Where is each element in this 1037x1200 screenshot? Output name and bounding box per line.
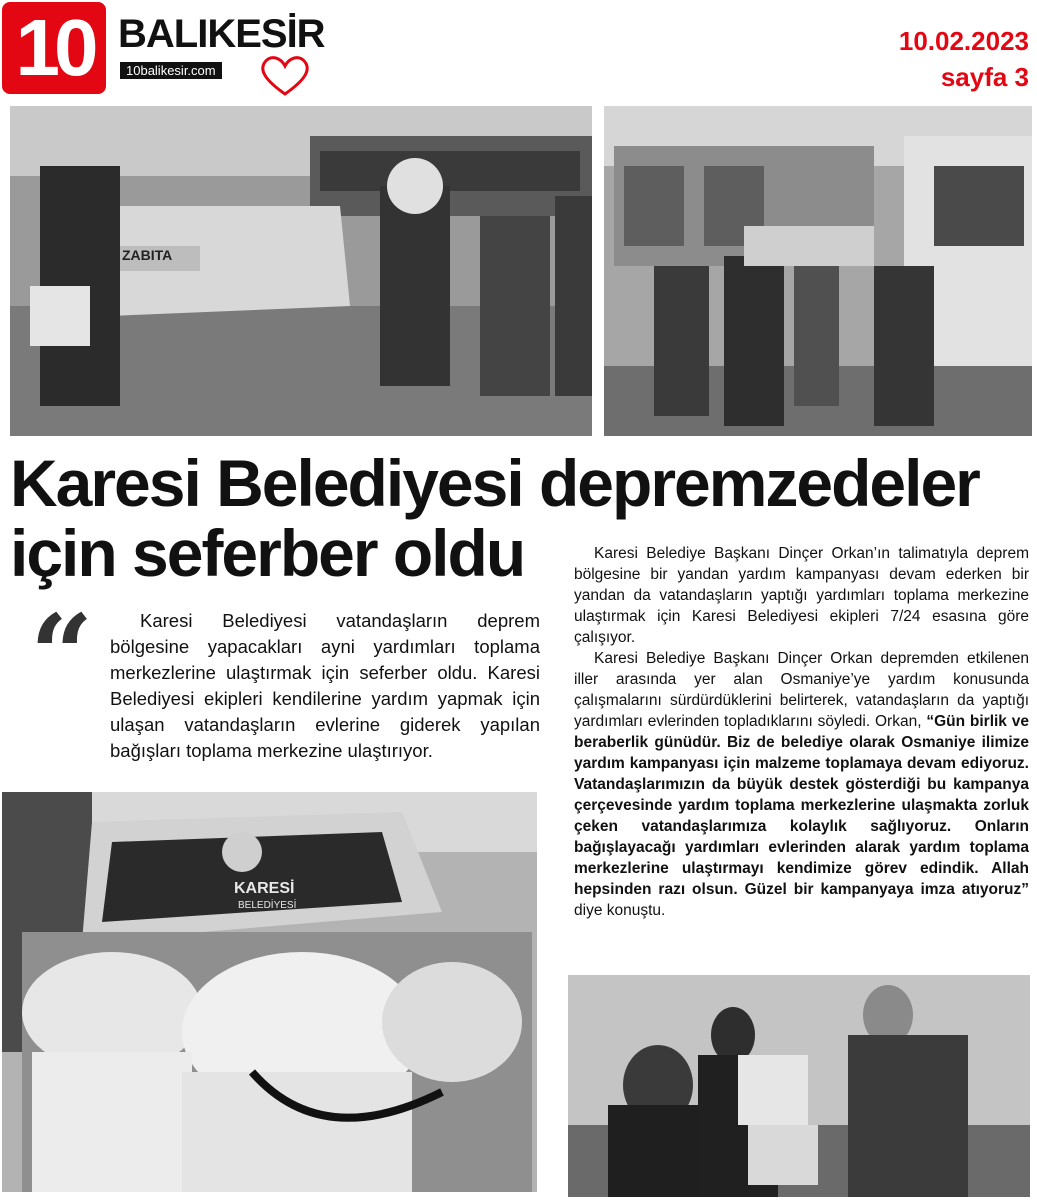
- vehicle-logo-sub: BELEDİYESİ: [238, 900, 297, 911]
- truck-label: ZABITA: [122, 247, 173, 263]
- logo-url: 10balikesir.com: [120, 62, 222, 79]
- article-lead: Karesi Belediyesi vatandaşların deprem bölgesine yapacakları ayni yardımları toplama merkezlerine ulaştırmak için seferber oldu. Karesi Belediyesi ekipleri kendilerine yardım yapmak için ulaşan vatandaşların evlerine giderek yapılan bağışları toplama merkezine ulaştırıyor.: [110, 610, 540, 761]
- vehicle-logo: KARESİ: [234, 880, 295, 897]
- paragraph-1: Karesi Belediye Başkanı Dinçer Orkan’ın talimatıyla deprem bölgesine bir yandan yardım kampanyası devam ederken bir yandan da vatandaşların yaptığı yardımları toplama merkezine ulaştırmak için Karesi Belediyesi ekipleri 7/24 esasına göre çalışıyor.: [574, 545, 1029, 646]
- page-number: sayfa 3: [940, 62, 1029, 92]
- article-body: [574, 543, 1029, 921]
- logo-name: BALIKESİR: [118, 12, 325, 56]
- paragraph-2-intro: Karesi Belediye Başkanı Dinçer Orkan depremden etkilenen iller arasında yer alan Osmaniye’ye yardım konusunda çalışmalarını sürdürdüklerini belirterek, vatandaşların da yaptığı yardımları evlerinden topladıklarını söyledi. Orkan,: [574, 650, 1029, 730]
- photo-truck-bed-donations: [2, 792, 537, 1192]
- paragraph-2: [574, 648, 1029, 921]
- photo-aid-crowd: [604, 106, 1032, 436]
- masthead: [0, 0, 1037, 104]
- headline-line-1: Karesi Belediyesi depremzedeler: [10, 446, 979, 520]
- logo-number: 10: [2, 2, 106, 94]
- photo-municipal-truck: [10, 106, 592, 436]
- quote-mark-icon: “: [30, 590, 94, 719]
- paragraph-2-outro: diye konuştu.: [574, 902, 666, 919]
- photo-volunteers-boxes: [568, 975, 1030, 1197]
- mayor-quote: “Gün birlik ve beraberlik günüdür. Biz de belediye olarak Osmaniye ilimize yardım kampanyası için malzeme toplamaya devam ediyoruz. Vatandaşlarımızın da büyük destek gösterdiği bu kampanya çerçevesinde yardım toplama merkezlerine ulaşmakta zorluk çeken vatandaşlarımıza kolaylık sağlıyoruz. Onların bağışlayacağı yardımları evlerinden alarak yardım toplama merkezlerine ulaştırmayı kendimize görev edindik. Allah hepsinden razı olsun. Güzel bir kampanyaya imza atıyoruz”: [574, 713, 1029, 898]
- publication-date: 10.02.2023: [898, 26, 1029, 56]
- heart-icon: [255, 50, 315, 100]
- headline-line-2: için seferber oldu: [10, 516, 525, 590]
